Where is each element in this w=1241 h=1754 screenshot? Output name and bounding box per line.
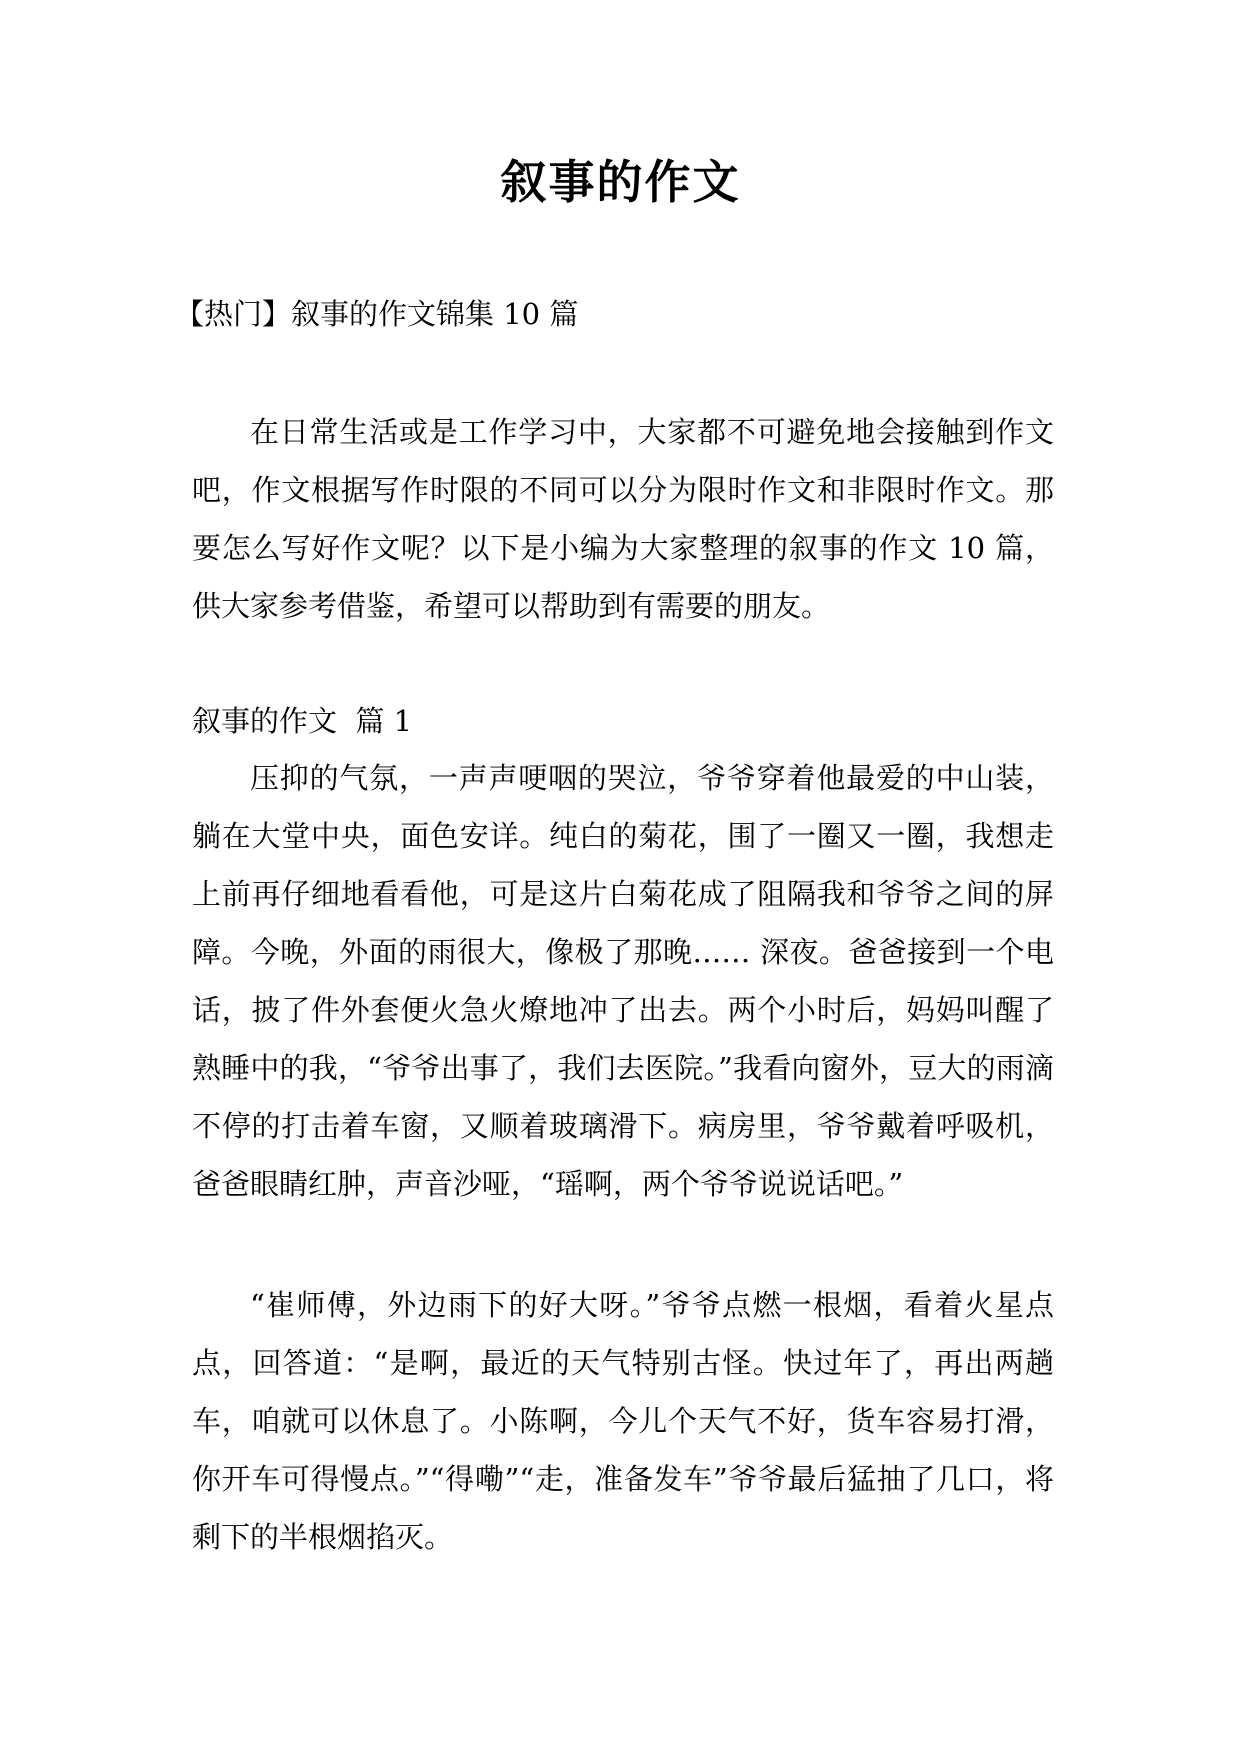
document-subtitle: 【热门】叙事的作文锦集 10 篇 [175, 297, 579, 331]
intro-paragraph: 在日常生活或是工作学习中，大家都不可避免地会接触到作文吧，作文根据写作时限的不同可以分为限时作文和非限时作文。那要怎么写好作文呢？以下是小编为大家整理的叙事的作文 10 篇，供大家参考借鉴，希望可以帮助到有需要的朋友。 [192, 415, 1054, 623]
essay-paragraph-1: 压抑的气氛，一声声哽咽的哭泣，爷爷穿着他最爱的中山装，躺在大堂中央，面色安详。纯白的菊花，围了一圈又一圈，我想走上前再仔细地看看他，可是这片白菊花成了阻隔我和爷爷之间的屏障。今晚，外面的雨很大，像极了那晚…… 深夜。爸爸接到一个电话，披了件外套便火急火燎地冲了出去。两个小时后，妈妈叫醒了熟睡中的我，“爷爷出事了，我们去医院。”我看向窗外，豆大的雨滴不停的打击着车窗，又顺着玻璃滑下。病房里，爷爷戴着呼吸机，爸爸眼睛红肿，声音沙哑，“瑶啊，两个爷爷说说话吧。” [192, 761, 1054, 1201]
document-title: 叙事的作文 [500, 155, 741, 209]
essay-paragraph-2: “崔师傅，外边雨下的好大呀。”爷爷点燃一根烟，看着火星点点，回答道：“是啊，最近的天气特别古怪。快过年了，再出两趟车，咱就可以休息了。小陈啊，今儿个天气不好，货车容易打滑，你开车可得慢点。”“得嘞”“走，准备发车”爷爷最后猛抽了几口，将剩下的半根烟掐灭。 [192, 1288, 1054, 1554]
section-heading: 叙事的作文 篇 1 [192, 704, 413, 738]
